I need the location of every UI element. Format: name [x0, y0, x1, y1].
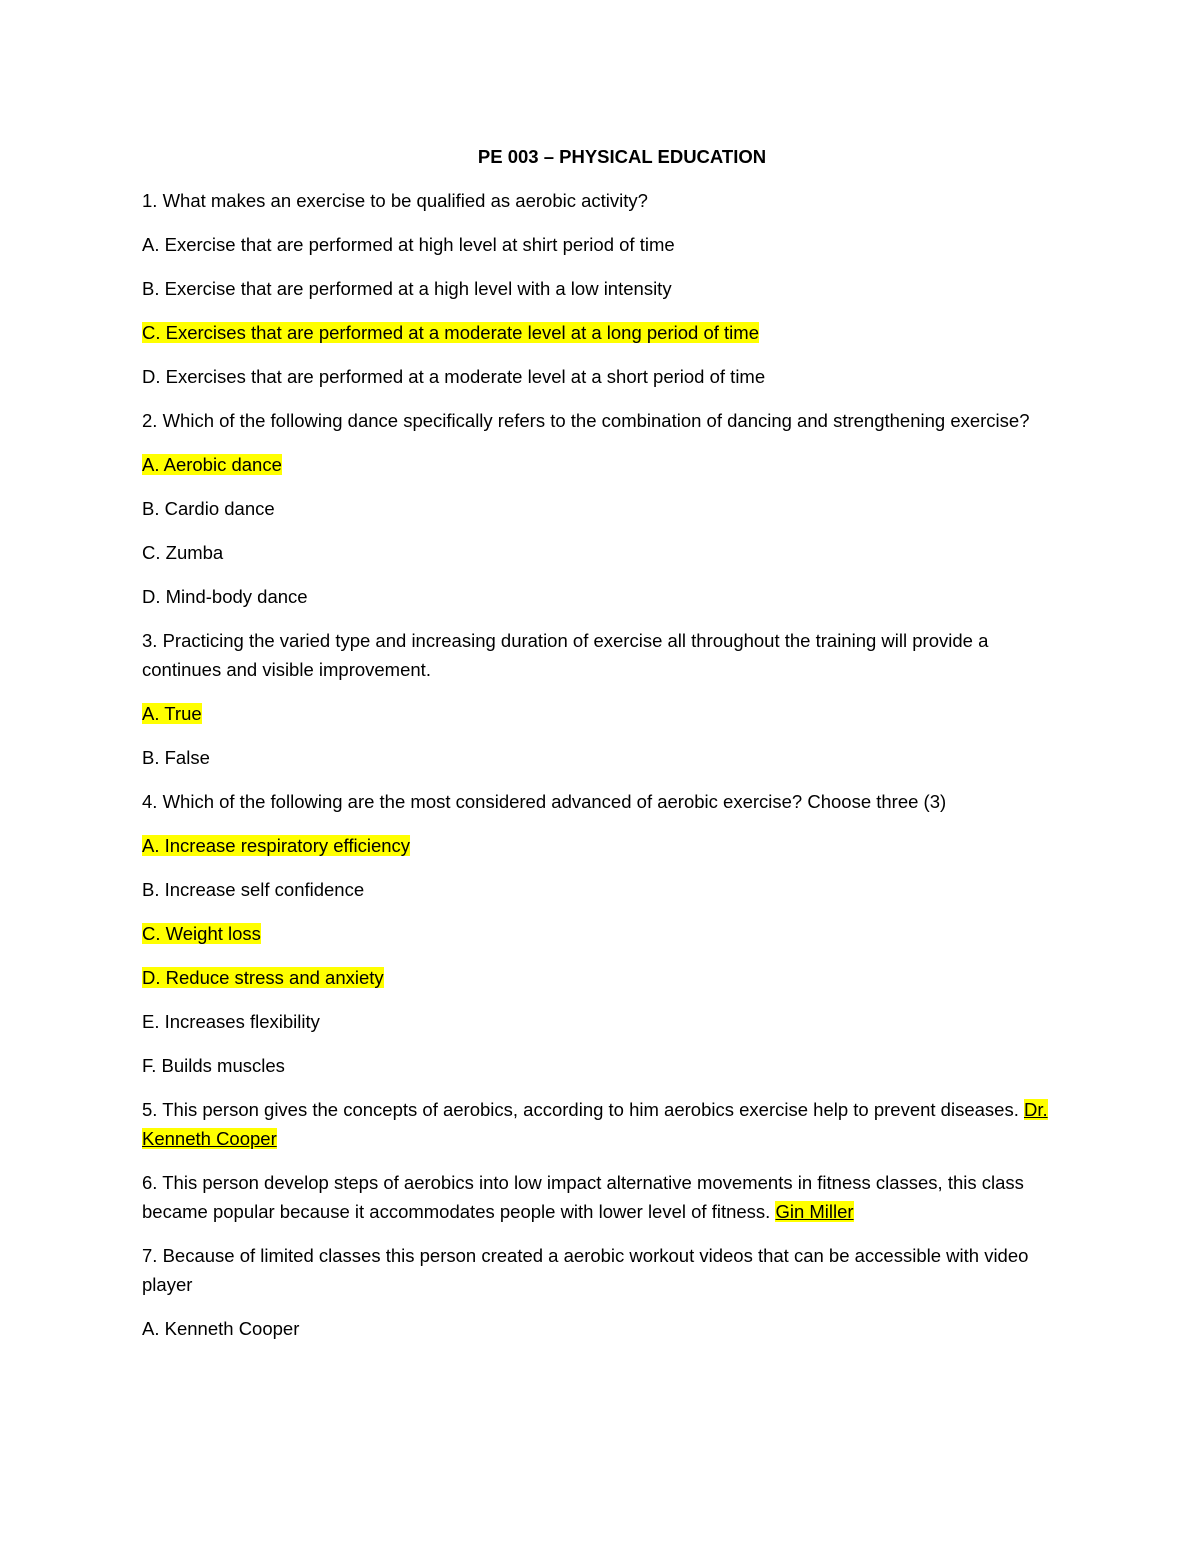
q2-option-c	[142, 538, 1062, 567]
option-text: Cardio dance	[159, 498, 275, 519]
q1-option-c-correct	[142, 318, 1062, 347]
option-letter: D.	[142, 967, 161, 988]
q2-option-b	[142, 494, 1062, 523]
option-letter: F.	[142, 1055, 157, 1076]
option-letter: C.	[142, 542, 161, 563]
q4-option-b	[142, 875, 1062, 904]
highlighted-answer	[142, 703, 202, 724]
option-text: Exercises that are performed at a moderate level at a short period of time	[160, 366, 766, 387]
question-2	[142, 406, 1062, 435]
question-number: 1.	[142, 190, 158, 211]
question-1	[142, 186, 1062, 215]
question-text: What makes an exercise to be qualified as aerobic activity?	[157, 190, 648, 211]
highlighted-answer	[142, 454, 282, 475]
highlighted-answer: Gin Miller	[775, 1201, 854, 1222]
question-text: Which of the following dance specifically refers to the combination of dancing and strengthening exercise?	[157, 410, 1030, 431]
option-letter: E.	[142, 1011, 160, 1032]
question-5	[142, 1095, 1062, 1153]
highlighted-answer	[142, 322, 759, 343]
q2-option-a-correct	[142, 450, 1062, 479]
question-6	[142, 1168, 1062, 1226]
question-number: 5.	[142, 1099, 158, 1120]
option-text: Increases flexibility	[159, 1011, 320, 1032]
option-text: Reduce stress and anxiety	[160, 967, 384, 988]
highlighted-answer	[142, 967, 384, 988]
question-text: This person develop steps of aerobics into low impact alternative movements in fitness classes, this class became popular because it accommodates people with lower level of fitness.	[142, 1172, 1024, 1222]
q1-option-d	[142, 362, 1062, 391]
q2-option-d	[142, 582, 1062, 611]
question-text: Which of the following are the most considered advanced of aerobic exercise? Choose three (3)	[157, 791, 947, 812]
option-text: Aerobic dance	[159, 454, 282, 475]
question-3	[142, 626, 1062, 684]
question-number: 7.	[142, 1245, 158, 1266]
question-number: 6.	[142, 1172, 158, 1193]
option-letter: A.	[142, 1318, 160, 1339]
q1-option-a	[142, 230, 1062, 259]
highlighted-answer	[142, 923, 261, 944]
option-text: Builds muscles	[156, 1055, 285, 1076]
question-number: 2.	[142, 410, 158, 431]
document-body	[142, 142, 1062, 1358]
option-text: Increase self confidence	[159, 879, 365, 900]
option-letter: D.	[142, 366, 161, 387]
option-text: True	[159, 703, 202, 724]
option-text: Mind-body dance	[160, 586, 308, 607]
q4-option-e	[142, 1007, 1062, 1036]
q4-option-d-correct	[142, 963, 1062, 992]
question-7	[142, 1241, 1062, 1299]
option-text: Increase respiratory efficiency	[159, 835, 411, 856]
q7-option-a	[142, 1314, 1062, 1343]
option-letter: A.	[142, 835, 160, 856]
option-letter: C.	[142, 322, 161, 343]
q1-option-b	[142, 274, 1062, 303]
q3-option-a-correct	[142, 699, 1062, 728]
option-text: Kenneth Cooper	[159, 1318, 300, 1339]
option-text: Weight loss	[160, 923, 261, 944]
option-letter: B.	[142, 747, 160, 768]
question-4	[142, 787, 1062, 816]
option-text: Exercise that are performed at a high level with a low intensity	[159, 278, 672, 299]
highlighted-answer	[142, 835, 410, 856]
option-letter: B.	[142, 278, 160, 299]
option-text: Zumba	[160, 542, 224, 563]
q4-option-f	[142, 1051, 1062, 1080]
option-text: False	[159, 747, 210, 768]
option-letter: A.	[142, 234, 160, 255]
page-title: PE 003 – PHYSICAL EDUCATION	[477, 146, 767, 167]
question-text: This person gives the concepts of aerobics, according to him aerobics exercise help to prevent diseases.	[157, 1099, 1024, 1120]
question-number: 3.	[142, 630, 158, 651]
option-letter: D.	[142, 586, 161, 607]
question-text: Because of limited classes this person created a aerobic workout videos that can be accessible with video player	[142, 1245, 1029, 1295]
option-letter: A.	[142, 454, 160, 475]
option-text: Exercises that are performed at a moderate level at a long period of time	[160, 322, 759, 343]
q4-option-c-correct	[142, 919, 1062, 948]
option-letter: B.	[142, 498, 160, 519]
q3-option-b	[142, 743, 1062, 772]
option-letter: A.	[142, 703, 160, 724]
question-text: Practicing the varied type and increasing duration of exercise all throughout the training will provide a continues and visible improvement.	[142, 630, 989, 680]
option-letter: B.	[142, 879, 160, 900]
option-letter: C.	[142, 923, 161, 944]
option-text: Exercise that are performed at high level at shirt period of time	[159, 234, 675, 255]
q4-option-a-correct	[142, 831, 1062, 860]
highlighted-answer: Dr. Kenneth Cooper	[142, 1099, 1048, 1149]
question-number: 4.	[142, 791, 158, 812]
